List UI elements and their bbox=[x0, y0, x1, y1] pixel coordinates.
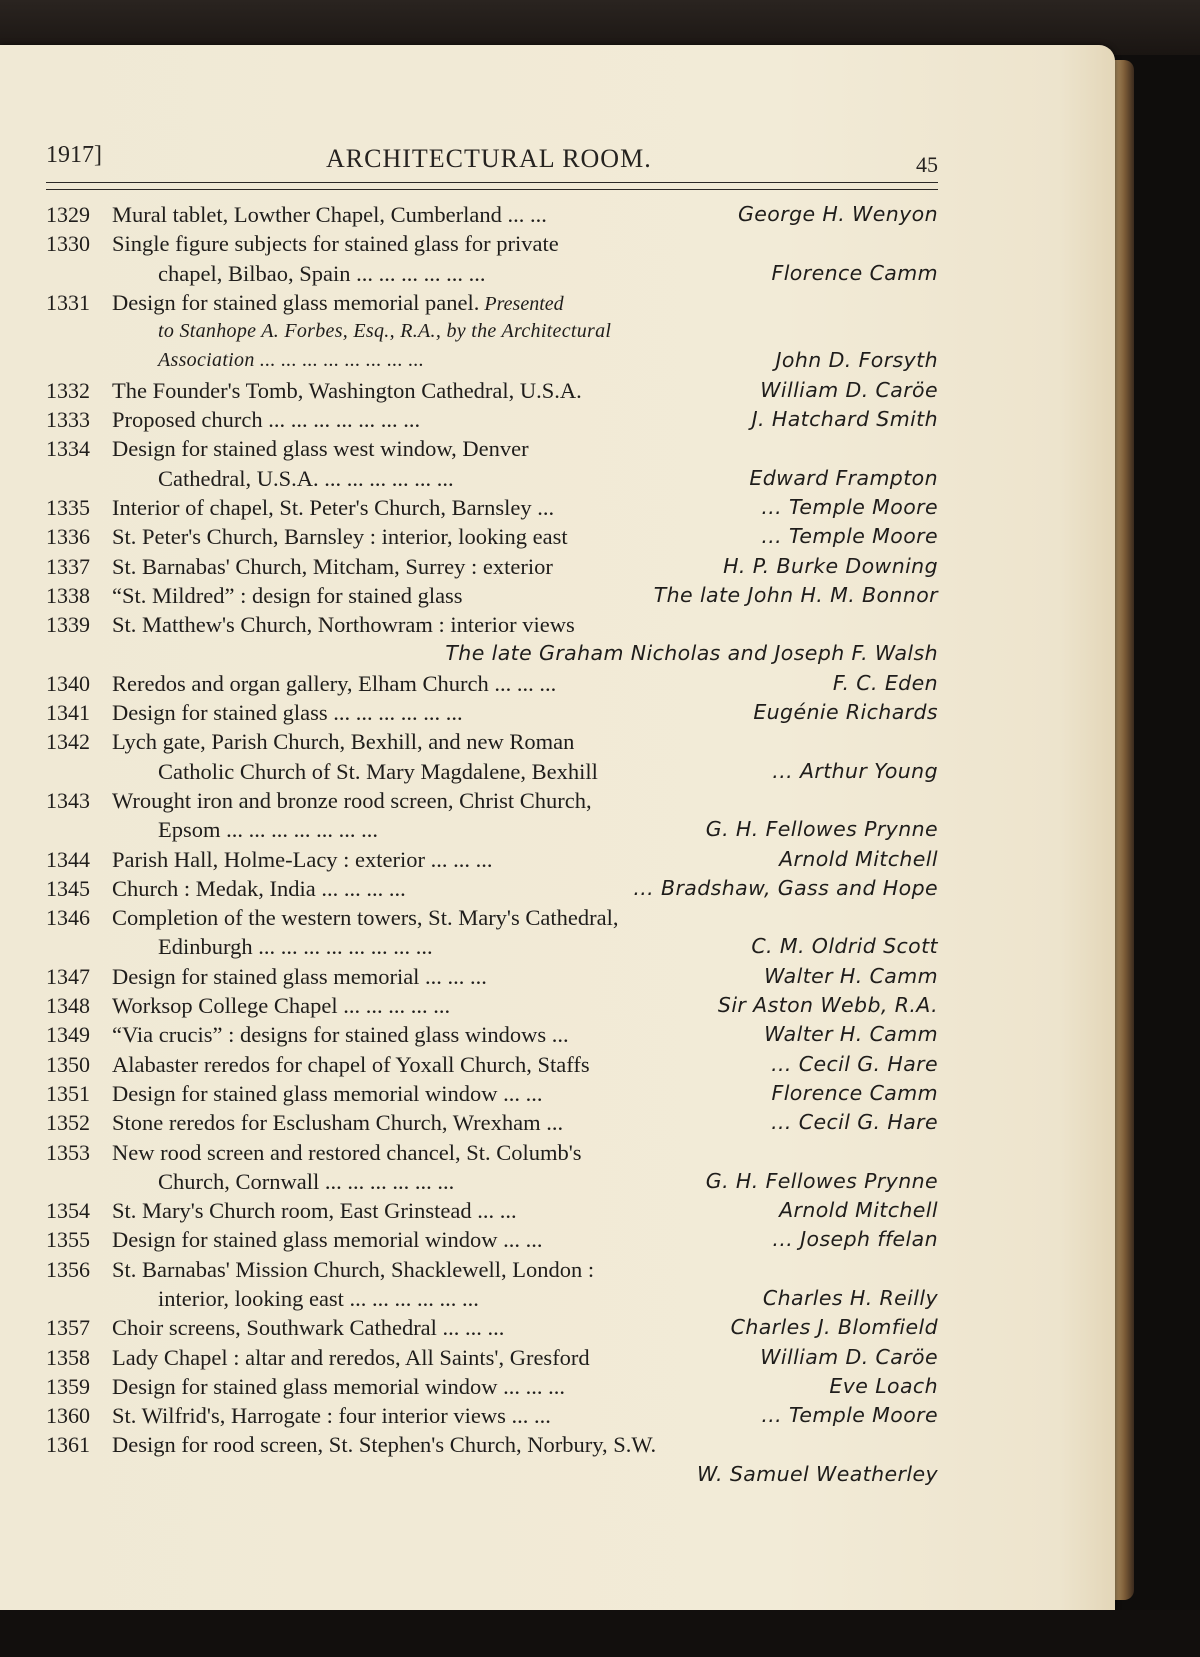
entry-number: 1358 bbox=[46, 1344, 90, 1370]
entry-artist: Walter H. Camm bbox=[764, 1022, 938, 1047]
catalogue-entry bbox=[46, 434, 938, 493]
entry-artist: Walter H. Camm bbox=[764, 963, 938, 988]
entry-description: Single figure subjects for stained glass for private bbox=[112, 231, 559, 257]
entry-line bbox=[46, 288, 938, 317]
catalogue-entry bbox=[46, 610, 938, 669]
entry-line bbox=[46, 1430, 938, 1459]
entry-line bbox=[46, 259, 938, 288]
catalogue-entry bbox=[46, 288, 938, 376]
entry-line bbox=[46, 1460, 938, 1489]
entry-number: 1345 bbox=[46, 875, 90, 901]
entry-line bbox=[46, 1401, 938, 1430]
entry-artist: W. Samuel Weatherley bbox=[697, 1461, 938, 1486]
entry-line bbox=[46, 200, 938, 229]
entry-description: Design for stained glass memorial window ... ... ... bbox=[112, 1373, 566, 1399]
entry-artist: Florence Camm bbox=[771, 1080, 938, 1105]
entry-line bbox=[46, 317, 938, 346]
entry-line bbox=[46, 786, 938, 815]
catalogue-entry bbox=[46, 903, 938, 962]
entry-number: 1335 bbox=[46, 494, 90, 520]
entry-artist: Edward Frampton bbox=[749, 465, 938, 490]
running-head-year: 1917] bbox=[46, 142, 102, 168]
entry-number: 1347 bbox=[46, 963, 90, 989]
entry-line bbox=[46, 845, 938, 874]
entry-number: 1352 bbox=[46, 1110, 90, 1136]
entry-artist: Arnold Mitchell bbox=[779, 1198, 938, 1223]
entry-description: “Via crucis” : designs for stained glass windows ... bbox=[112, 1022, 569, 1048]
entry-number: 1342 bbox=[46, 729, 90, 755]
catalogue-entries bbox=[46, 200, 938, 1489]
entry-line bbox=[46, 610, 938, 639]
entry-description: Association ... ... ... ... ... ... ... ... bbox=[158, 349, 425, 372]
entry-description: New rood screen and restored chancel, St. Columb's bbox=[112, 1139, 582, 1165]
entry-artist: ... Bradshaw, Gass and Hope bbox=[633, 875, 938, 900]
entry-line bbox=[46, 1255, 938, 1284]
running-head bbox=[46, 140, 938, 184]
entry-artist: H. P. Burke Downing bbox=[723, 553, 938, 578]
entry-artist: Sir Aston Webb, R.A. bbox=[717, 993, 938, 1018]
catalogue-entry bbox=[46, 1430, 938, 1489]
entry-line bbox=[46, 581, 938, 610]
entry-description: Stone reredos for Esclusham Church, Wrexham ... bbox=[112, 1110, 564, 1136]
entry-description: St. Peter's Church, Barnsley : interior, looking east bbox=[112, 524, 568, 550]
entry-description: Alabaster reredos for chapel of Yoxall Church, Staffs bbox=[112, 1051, 590, 1077]
entry-description: Proposed church ... ... ... ... ... ... ... bbox=[112, 407, 421, 433]
entry-line bbox=[46, 434, 938, 463]
page-number: 45 bbox=[916, 152, 938, 177]
entry-line bbox=[46, 1050, 938, 1079]
catalogue-entry bbox=[46, 376, 938, 405]
entry-number: 1341 bbox=[46, 700, 90, 726]
catalogue-entry bbox=[46, 1020, 938, 1049]
entry-description: Choir screens, Southwark Cathedral ... ... ... bbox=[112, 1315, 505, 1341]
entry-artist: ... Joseph ffelan bbox=[772, 1227, 938, 1252]
entry-description: Parish Hall, Holme-Lacy : exterior ... ... ... bbox=[112, 846, 493, 872]
catalogue-entry bbox=[46, 1079, 938, 1108]
catalogue-entry bbox=[46, 200, 938, 229]
entry-artist: The late Graham Nicholas and Joseph F. Walsh bbox=[445, 641, 938, 666]
entry-artist: Eve Loach bbox=[829, 1373, 938, 1398]
catalogue-entry bbox=[46, 1343, 938, 1372]
entry-description: interior, looking east ... ... ... ... ... ... bbox=[158, 1285, 479, 1311]
entry-number: 1337 bbox=[46, 553, 90, 579]
entry-number: 1343 bbox=[46, 787, 90, 813]
entry-line bbox=[46, 727, 938, 756]
entry-description: Mural tablet, Lowther Chapel, Cumberland ... ... bbox=[112, 202, 547, 227]
entry-line bbox=[46, 1284, 938, 1313]
entry-line bbox=[46, 493, 938, 522]
entry-description: “St. Mildred” : design for stained glass bbox=[112, 582, 463, 608]
entry-number: 1353 bbox=[46, 1139, 90, 1165]
entry-description: Wrought iron and bronze rood screen, Christ Church, bbox=[112, 787, 592, 813]
entry-description: Design for stained glass memorial ... ... ... bbox=[112, 963, 487, 989]
book-bottom-edge bbox=[0, 1610, 1200, 1657]
entry-line bbox=[46, 874, 938, 903]
entry-number: 1344 bbox=[46, 846, 90, 872]
catalogue-entry bbox=[46, 962, 938, 991]
entry-number: 1361 bbox=[46, 1432, 90, 1458]
entry-line bbox=[46, 1343, 938, 1372]
entry-description: Design for stained glass memorial window ... ... bbox=[112, 1227, 543, 1253]
catalogue-entry bbox=[46, 581, 938, 610]
entry-number: 1340 bbox=[46, 670, 90, 696]
entry-description: Catholic Church of St. Mary Magdalene, Bexhill bbox=[158, 758, 598, 784]
entry-artist: ... Temple Moore bbox=[761, 524, 938, 549]
entry-artist: William D. Caröe bbox=[760, 377, 938, 402]
entry-line bbox=[46, 522, 938, 551]
entry-artist: J. Hatchard Smith bbox=[751, 407, 938, 432]
presented-note: Presented bbox=[479, 292, 564, 315]
entry-number: 1350 bbox=[46, 1051, 90, 1077]
entry-artist: ... Temple Moore bbox=[761, 494, 938, 519]
entry-description: Epsom ... ... ... ... ... ... ... bbox=[158, 817, 379, 843]
entry-description: Design for stained glass memorial window ... ... bbox=[112, 1080, 543, 1106]
entry-artist: C. M. Oldrid Scott bbox=[751, 934, 938, 959]
entry-description: Design for stained glass west window, Denver bbox=[112, 436, 529, 462]
catalogue-entry bbox=[46, 1225, 938, 1254]
entry-description: St. Barnabas' Church, Mitcham, Surrey : exterior bbox=[112, 553, 553, 579]
catalogue-entry bbox=[46, 1401, 938, 1430]
entry-artist: F. C. Eden bbox=[832, 670, 938, 695]
entry-number: 1331 bbox=[46, 289, 90, 315]
entry-number: 1333 bbox=[46, 407, 90, 433]
entry-artist: ... Arthur Young bbox=[772, 758, 938, 783]
catalogue-entry bbox=[46, 786, 938, 845]
entry-description: Design for stained glass memorial panel. Presented bbox=[112, 289, 564, 315]
entry-line bbox=[46, 346, 938, 375]
entry-description: Church : Medak, India ... ... ... ... bbox=[112, 875, 406, 901]
catalogue-entry bbox=[46, 1313, 938, 1342]
entry-line bbox=[46, 1167, 938, 1196]
entry-line bbox=[46, 1372, 938, 1401]
entry-artist: Florence Camm bbox=[771, 260, 938, 285]
entry-description: Church, Cornwall ... ... ... ... ... ... bbox=[158, 1168, 455, 1194]
header-rule-top bbox=[46, 182, 938, 183]
entry-description: Edinburgh ... ... ... ... ... ... ... ... bbox=[158, 934, 433, 960]
catalogue-entry bbox=[46, 1050, 938, 1079]
header-rule-bottom bbox=[46, 189, 938, 190]
entry-number: 1338 bbox=[46, 582, 90, 608]
entry-line bbox=[46, 669, 938, 698]
entry-line bbox=[46, 1313, 938, 1342]
entry-line bbox=[46, 698, 938, 727]
entry-line bbox=[46, 405, 938, 434]
catalogue-entry bbox=[46, 552, 938, 581]
running-head-title: ARCHITECTURAL ROOM. bbox=[326, 144, 652, 173]
entry-artist: ... Cecil G. Hare bbox=[771, 1051, 938, 1076]
entry-number: 1330 bbox=[46, 231, 90, 257]
entry-description: Lady Chapel : altar and reredos, All Saints', Gresford bbox=[112, 1344, 590, 1370]
entry-artist: John D. Forsyth bbox=[775, 348, 938, 373]
entry-description: Design for rood screen, St. Stephen's Church, Norbury, S.W. bbox=[112, 1432, 657, 1458]
entry-artist: G. H. Fellowes Prynne bbox=[705, 817, 938, 842]
entry-line bbox=[46, 991, 938, 1020]
entry-line bbox=[46, 1138, 938, 1167]
entry-description: Design for stained glass ... ... ... ... ... ... bbox=[112, 700, 463, 726]
catalogue-entry bbox=[46, 493, 938, 522]
entry-description: St. Wilfrid's, Harrogate : four interior views ... ... bbox=[112, 1403, 551, 1429]
catalogue-entry bbox=[46, 1196, 938, 1225]
catalogue-entry bbox=[46, 522, 938, 551]
entry-description: to Stanhope A. Forbes, Esq., R.A., by the Architectural bbox=[158, 320, 612, 343]
entry-number: 1339 bbox=[46, 612, 90, 638]
entry-number: 1355 bbox=[46, 1227, 90, 1253]
catalogue-entry bbox=[46, 669, 938, 698]
entry-artist: ... Temple Moore bbox=[761, 1403, 938, 1428]
entry-number: 1354 bbox=[46, 1198, 90, 1224]
entry-number: 1357 bbox=[46, 1315, 90, 1341]
entry-description: St. Matthew's Church, Northowram : interior views bbox=[112, 612, 575, 638]
entry-description: St. Mary's Church room, East Grinstead ... ... bbox=[112, 1198, 517, 1224]
entry-line bbox=[46, 1079, 938, 1108]
entry-number: 1329 bbox=[46, 202, 90, 227]
entry-line bbox=[46, 376, 938, 405]
entry-line bbox=[46, 1108, 938, 1137]
entry-number: 1346 bbox=[46, 905, 90, 931]
catalogue-entry bbox=[46, 727, 938, 786]
entry-artist: Eugénie Richards bbox=[753, 700, 938, 725]
entry-artist: Charles H. Reilly bbox=[762, 1285, 938, 1310]
entry-artist: The late John H. M. Bonnor bbox=[653, 582, 938, 607]
catalogue-entry bbox=[46, 1108, 938, 1137]
catalogue-entry bbox=[46, 845, 938, 874]
entry-line bbox=[46, 903, 938, 932]
entry-line bbox=[46, 464, 938, 493]
entry-artist: Arnold Mitchell bbox=[779, 846, 938, 871]
catalogue-entry bbox=[46, 874, 938, 903]
entry-line bbox=[46, 552, 938, 581]
entry-artist: William D. Caröe bbox=[760, 1344, 938, 1369]
entry-line bbox=[46, 815, 938, 844]
entry-artist: G. H. Fellowes Prynne bbox=[705, 1168, 938, 1193]
entry-line bbox=[46, 639, 938, 668]
entry-description: Worksop College Chapel ... ... ... ... ... bbox=[112, 993, 451, 1019]
catalogue-entry bbox=[46, 1255, 938, 1314]
catalogue-entry bbox=[46, 229, 938, 288]
entry-number: 1359 bbox=[46, 1373, 90, 1399]
entry-artist: ... Cecil G. Hare bbox=[771, 1110, 938, 1135]
catalogue-entry bbox=[46, 1138, 938, 1197]
catalogue-entry bbox=[46, 698, 938, 727]
entry-line bbox=[46, 1020, 938, 1049]
entry-number: 1348 bbox=[46, 993, 90, 1019]
entry-line bbox=[46, 1225, 938, 1254]
entry-line bbox=[46, 1196, 938, 1225]
entry-number: 1351 bbox=[46, 1080, 90, 1106]
entry-number: 1334 bbox=[46, 436, 90, 462]
entry-description: Interior of chapel, St. Peter's Church, Barnsley ... bbox=[112, 494, 555, 520]
entry-number: 1360 bbox=[46, 1403, 90, 1429]
entry-artist: Charles J. Blomfield bbox=[730, 1315, 938, 1340]
entry-line bbox=[46, 757, 938, 786]
entry-description: Cathedral, U.S.A. ... ... ... ... ... ... bbox=[158, 465, 454, 491]
entry-number: 1356 bbox=[46, 1256, 90, 1282]
entry-description: Completion of the western towers, St. Mary's Cathedral, bbox=[112, 905, 619, 931]
entry-artist: George H. Wenyon bbox=[738, 202, 938, 226]
entry-description: The Founder's Tomb, Washington Cathedral, U.S.A. bbox=[112, 377, 582, 403]
entry-line bbox=[46, 962, 938, 991]
catalogue-entry bbox=[46, 1372, 938, 1401]
entry-number: 1332 bbox=[46, 377, 90, 403]
entry-description: Reredos and organ gallery, Elham Church ... ... ... bbox=[112, 670, 557, 696]
entry-line bbox=[46, 932, 938, 961]
catalogue-entry bbox=[46, 991, 938, 1020]
catalogue-entry bbox=[46, 405, 938, 434]
entry-number: 1336 bbox=[46, 524, 90, 550]
entry-line bbox=[46, 229, 938, 258]
entry-description: Lych gate, Parish Church, Bexhill, and new Roman bbox=[112, 729, 575, 755]
entry-description: chapel, Bilbao, Spain ... ... ... ... ... ... bbox=[158, 260, 486, 286]
entry-description: St. Barnabas' Mission Church, Shacklewell, London : bbox=[112, 1256, 595, 1282]
entry-number: 1349 bbox=[46, 1022, 90, 1048]
